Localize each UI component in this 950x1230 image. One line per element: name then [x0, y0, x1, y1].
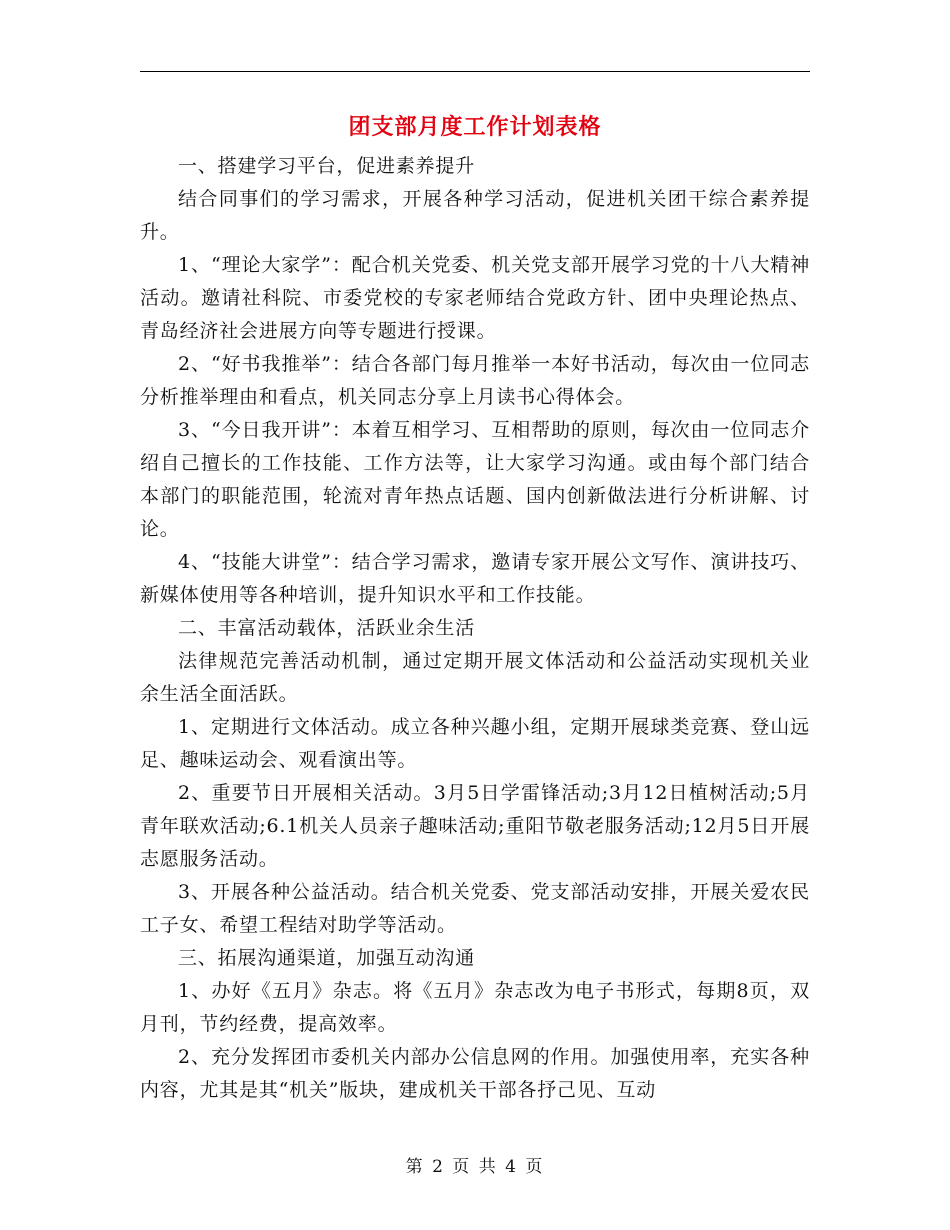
paragraph: 1、“理论大家学”：配合机关党委、机关党支部开展学习党的十八大精神活动。邀请社科院、市委党校的专家老师结合党政方针、团中央理论热点、青岛经济社会进展方向等专题进行授课。: [140, 254, 810, 342]
paragraph: 2、充分发挥团市委机关内部办公信息网的作用。加强使用率，充实各种内容，尤其是其“机关”版块，建成机关干部各抒己见、互动: [140, 1046, 810, 1101]
section-heading-3: 三、拓展沟通渠道，加强互动沟通: [178, 947, 476, 969]
paragraph: 2、重要节日开展相关活动。3月5日学雷锋活动;3月12日植树活动;5月青年联欢活动;6.1机关人员亲子趣味活动;重阳节敬老服务活动;12月5日开展志愿服务活动。: [140, 782, 810, 870]
section-heading-2: 二、丰富活动载体，活跃业余生活: [178, 617, 476, 639]
header-rule: [140, 71, 810, 72]
paragraph: 4、“技能大讲堂”：结合学习需求，邀请专家开展公文写作、演讲技巧、新媒体使用等各种培训，提升知识水平和工作技能。: [140, 551, 810, 606]
document-title: 团支部月度工作计划表格: [348, 115, 602, 140]
section-heading-1: 一、搭建学习平台，促进素养提升: [178, 155, 476, 177]
paragraph: 3、开展各种公益活动。结合机关党委、党支部活动安排，开展关爱农民工子女、希望工程结对助学等活动。: [140, 881, 810, 936]
paragraph: 3、“今日我开讲”：本着互相学习、互相帮助的原则，每次由一位同志介绍自己擅长的工作技能、工作方法等，让大家学习沟通。或由每个部门结合本部门的职能范围，轮流对青年热点话题、国内创新做法进行分析讲解、讨论。: [140, 419, 810, 540]
paragraph: 2、“好书我推举”：结合各部门每月推举一本好书活动，每次由一位同志分析推举理由和看点，机关同志分享上月读书心得体会。: [140, 353, 810, 408]
paragraph: 法律规范完善活动机制，通过定期开展文体活动和公益活动实现机关业余生活全面活跃。: [140, 650, 810, 705]
paragraph: 1、定期进行文体活动。成立各种兴趣小组，定期开展球类竞赛、登山远足、趣味运动会、观看演出等。: [140, 716, 810, 771]
paragraph: 1、办好《五月》杂志。将《五月》杂志改为电子书形式，每期8页，双月刊，节约经费，提高效率。: [140, 980, 810, 1035]
document-body: [140, 150, 810, 1107]
paragraph: 结合同事们的学习需求，开展各种学习活动，促进机关团干综合素养提升。: [140, 188, 810, 243]
page-footer: 第 2 页 共 4 页: [405, 1157, 545, 1177]
